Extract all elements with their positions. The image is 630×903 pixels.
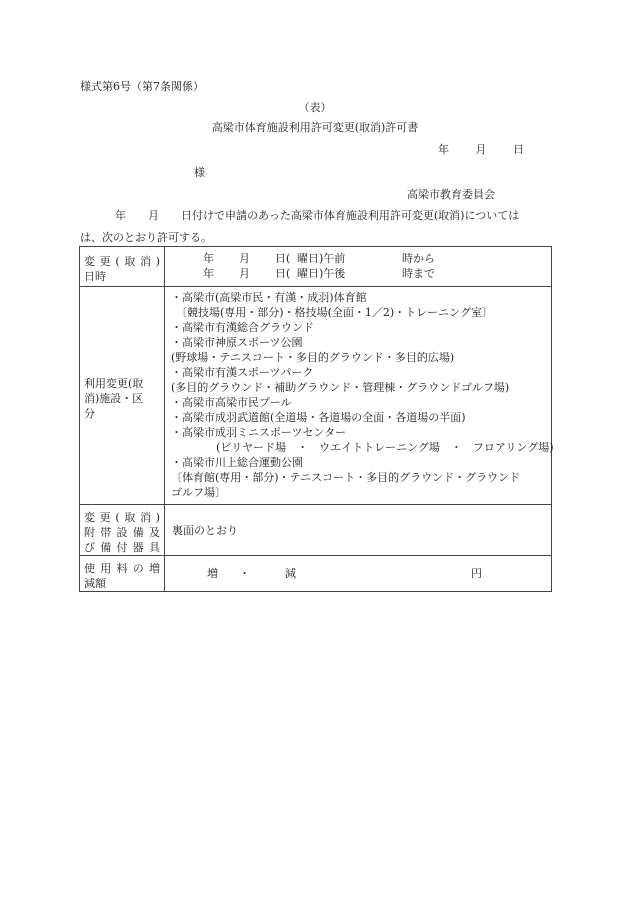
period-from (203, 251, 545, 266)
facility-item: ・高梁市有漢総合グラウンド (171, 321, 314, 334)
body-text-line-2: は、次のとおり許可する。 (80, 231, 212, 244)
period-label (80, 247, 165, 287)
date-month-label: 月 (475, 143, 487, 156)
equipment-row (80, 505, 552, 556)
period-from-suffix: 時から (402, 252, 435, 265)
facility-item: (ビリヤード場 ・ ウエイトトレーニング場 ・ フロアリング場) (216, 441, 554, 454)
facility-item: ・高梁市神原スポーツ公園 (171, 336, 303, 349)
facility-item: ・高梁市川上総合運動公園 (171, 456, 303, 469)
period-label-line: 日時 (84, 270, 106, 283)
period-from-day: 日( (275, 252, 291, 265)
facility-item: ・高梁市成羽武道館(全道場・各道場の全面・各道場の半面) (171, 411, 466, 424)
equipment-label-line: 附帯設備及 (84, 526, 160, 539)
period-row (80, 247, 552, 287)
side-label: （表） (298, 101, 332, 114)
facility-item: ・高梁市有漢スポーツパーク (171, 366, 314, 379)
facility-item: ・高梁市(高梁市民・有漢・成羽)体育館 (171, 291, 367, 304)
fee-label-line: 使用料の増 (84, 562, 160, 575)
issuer-name: 高梁市教育委員会 (407, 188, 495, 201)
fee-value (165, 556, 552, 592)
period-from-month: 月 (239, 252, 250, 265)
period-to-suffix: 時まで (402, 267, 435, 280)
equipment-label-line: び備付器具 (84, 541, 160, 554)
equipment-label (80, 505, 165, 556)
facility-item: 〔競技場(専用・部分)・格技場(全面・1／2)・トレーニング室〕 (176, 306, 493, 319)
body-text-line-1: 年 月 日付けで申請のあった高梁市体育施設利用許可変更(取消)については (115, 209, 520, 222)
date-year-label: 年 (438, 143, 449, 156)
fee-increase: 増 (207, 567, 218, 580)
facility-item: (多目的グラウンド・補助グラウンド・管理棟・グラウンドゴルフ場) (171, 381, 510, 394)
facility-list (171, 289, 554, 502)
facility-item: 〔体育館(専用・部分)・テニスコート・多目的グラウンド・グラウンド (171, 471, 521, 484)
fee-separator: ・ (239, 567, 250, 580)
period-to-day: 日( (275, 267, 291, 280)
facilities-label-line: 利用変更(取 (84, 376, 144, 390)
facilities-label-line: 消)施設・区 (84, 391, 144, 405)
fee-row (80, 556, 552, 592)
date-day-label: 日 (513, 143, 524, 156)
facilities-label-line: 分 (84, 406, 95, 420)
facilities-label (80, 287, 165, 505)
facilities-row (80, 287, 552, 505)
facility-item: ゴルフ場〕 (171, 486, 226, 499)
permit-table (79, 246, 552, 592)
period-from-year: 年 (203, 252, 214, 265)
facilities-value (165, 287, 552, 505)
facility-item: ・高梁市成羽ミニスポーツセンター (171, 426, 347, 439)
equipment-label-line: 変更(取消) (84, 511, 160, 524)
equipment-value: 裏面のとおり (165, 505, 552, 556)
period-from-weekday: 曜日)午前 (297, 252, 346, 265)
period-to-weekday: 曜日)午後 (297, 267, 346, 280)
document-title: 高梁市体育施設利用許可変更(取消)許可書 (211, 121, 419, 134)
period-value (165, 247, 552, 287)
period-to-month: 月 (239, 267, 250, 280)
period-to-year: 年 (203, 267, 214, 280)
facility-item: (野球場・テニスコート・多目的グラウンド・多目的広場) (171, 351, 455, 364)
period-to (203, 266, 545, 281)
fee-unit: 円 (471, 567, 482, 580)
facility-item: ・高梁市高梁市民プール (171, 396, 292, 409)
fee-label (80, 556, 165, 592)
addressee-suffix: 様 (194, 166, 205, 179)
fee-label-line: 減額 (84, 577, 106, 590)
fee-amount (207, 566, 545, 581)
issue-date (438, 143, 524, 157)
period-label-line: 変更(取消) (84, 255, 160, 268)
fee-decrease: 減 (285, 567, 296, 580)
form-number: 様式第6号（第7条関係） (80, 80, 204, 93)
